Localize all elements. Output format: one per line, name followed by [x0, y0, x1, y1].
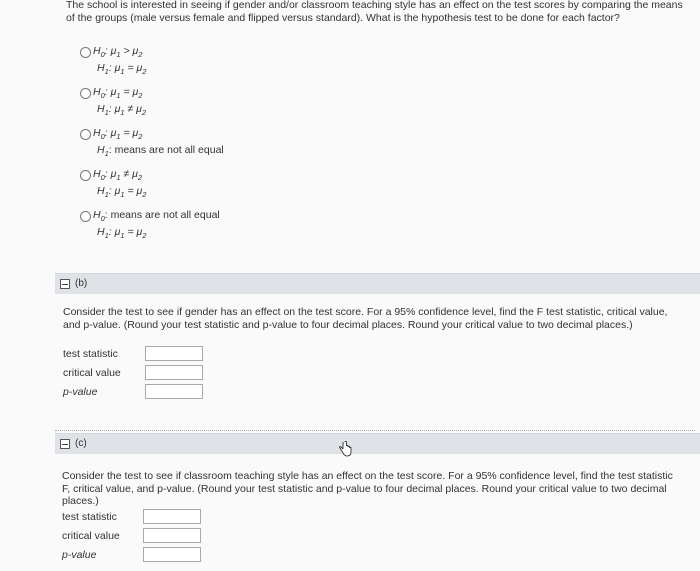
part-c-test-statistic-label: test statistic: [62, 511, 117, 523]
part-c-p-value-input[interactable]: [143, 547, 201, 562]
part-b-critical-value-label: critical value: [63, 367, 121, 379]
part-c-test-statistic-input[interactable]: [143, 509, 201, 524]
part-c-p-value-label: p-value: [62, 549, 97, 561]
part-c-critical-value-label: critical value: [62, 530, 120, 542]
null-hypothesis: $H_0$: means are not all equal: [93, 209, 220, 223]
part-c-critical-value-input[interactable]: [143, 528, 201, 543]
null-hypothesis: $H_0$: $\mu_1 \ne \mu_2$: [93, 168, 143, 182]
null-hypothesis: $H_0$: $\mu_1 > \mu_2$: [93, 45, 143, 59]
alternative-hypothesis: $H_1$: $\mu_1 = \mu_2$: [97, 62, 147, 76]
part-b-p-value-input[interactable]: [145, 384, 203, 399]
alternative-hypothesis: $H_1$: $\mu_1 \ne \mu_2$: [97, 103, 147, 117]
radio-button[interactable]: [80, 88, 91, 99]
part-c-header: [55, 433, 700, 454]
part-b-p-value-label: p-value: [63, 386, 98, 398]
section-divider: [55, 430, 695, 431]
part-b-header: [55, 273, 700, 294]
collapse-icon[interactable]: [60, 279, 70, 289]
question-text: The school is interested in seeing if gender and/or classroom teaching style has an effect on the test scores by comparing the means of the groups (male versus female and flipped versus standard). What is the hypothesis test to be done for each factor?: [66, 0, 683, 24]
radio-button[interactable]: [80, 129, 91, 140]
part-c-prompt: Consider the test to see if classroom teaching style has an effect on the test score. For a 95% confidence level, find the test statistic F, critical value, and p-value. (Round your test statistic and p-value to four decimal places. Round your critical value to two decimal places.): [62, 470, 673, 507]
radio-button[interactable]: [80, 47, 91, 58]
alternative-hypothesis: $H_1$: $\mu_1 = \mu_2$: [97, 185, 147, 199]
part-b-prompt: Consider the test to see if gender has an effect on the test score. For a 95% confidence level, find the F test statistic, critical value, and p-value. (Round your test statistic and p-value to four decimal places. Round your critical value to two decimal places.): [63, 306, 668, 331]
alternative-hypothesis: $H_1$: means are not all equal: [97, 144, 224, 158]
part-b-test-statistic-label: test statistic: [63, 348, 118, 360]
part-b-label: (b): [75, 278, 88, 289]
null-hypothesis: $H_0$: $\mu_1 = \mu_2$: [93, 127, 143, 141]
collapse-icon[interactable]: [60, 439, 70, 449]
part-c-label: (c): [75, 438, 87, 449]
part-b-critical-value-input[interactable]: [145, 365, 203, 380]
alternative-hypothesis: $H_1$: $\mu_1 = \mu_2$: [97, 226, 147, 240]
radio-button[interactable]: [80, 170, 91, 181]
radio-button[interactable]: [80, 211, 91, 222]
null-hypothesis: $H_0$: $\mu_1 = \mu_2$: [93, 86, 143, 100]
part-b-test-statistic-input[interactable]: [145, 346, 203, 361]
hand-cursor-icon: [338, 441, 352, 457]
